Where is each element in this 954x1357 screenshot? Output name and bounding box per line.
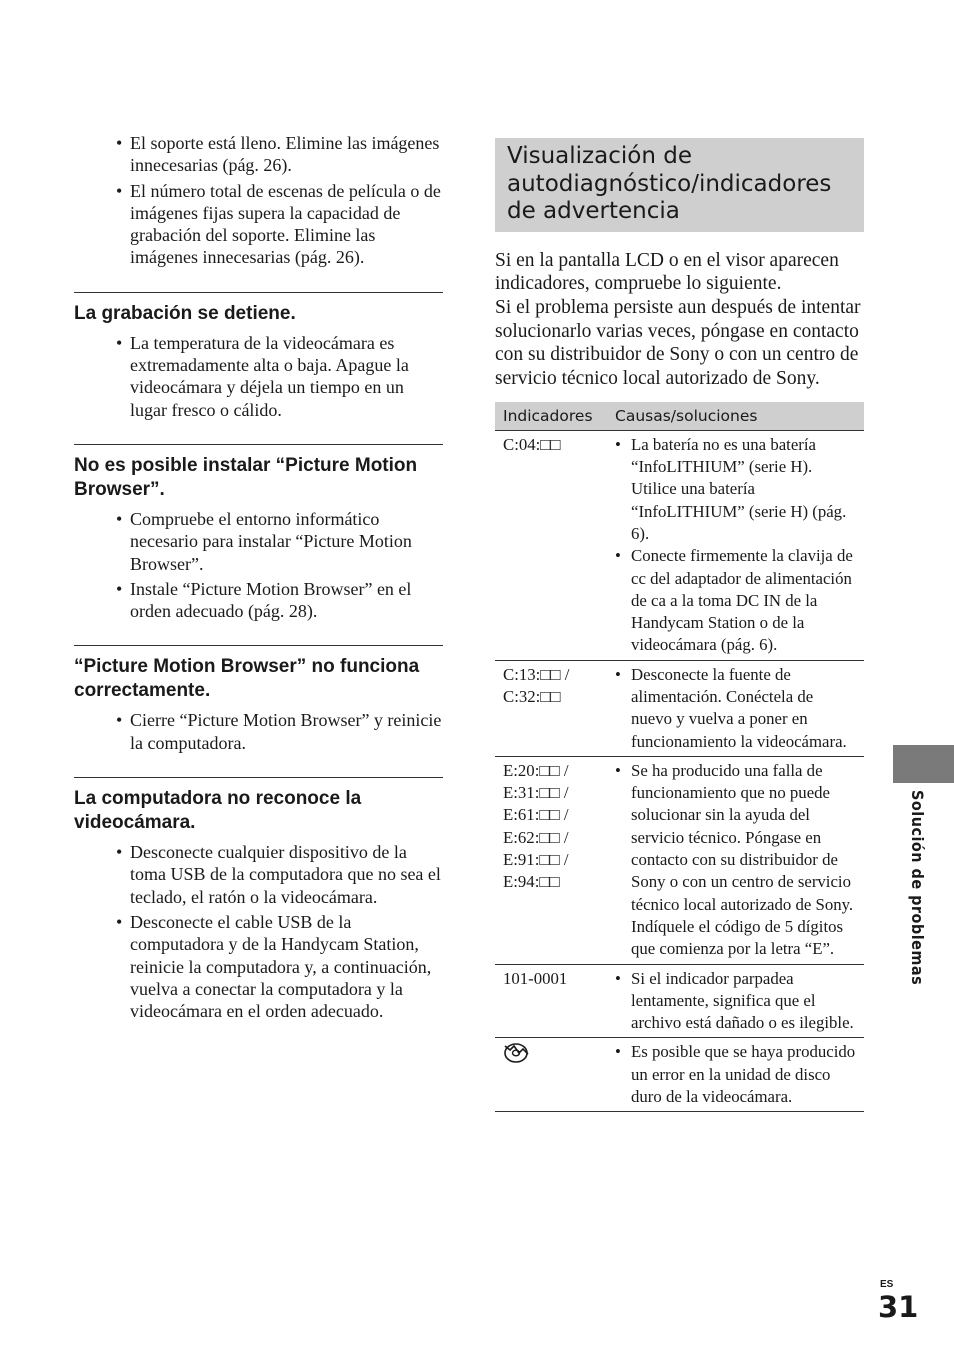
causes-cell <box>607 964 864 1038</box>
indicator-cell <box>495 964 607 1038</box>
indicator-code: E:94:□□ <box>503 872 560 892</box>
list-item: • Es posible que se haya producido un error en la unidad de disco duro de la videocámara. <box>615 1041 856 1108</box>
column-header-indicadores: Indicadores <box>495 402 607 431</box>
section-grabacion <box>74 292 443 421</box>
list-item: • Desconecte la fuente de alimentación. Conéctela de nuevo y vuelva a poner en funcionamiento la videocámara. <box>615 664 856 753</box>
list-item: • Conecte firmemente la clavija de cc del adaptador de alimentación de ca a la toma DC IN de la Handycam Station o de la videocámara (pág. 6). <box>615 545 856 656</box>
list-item: • Se ha producido una falla de funcionamiento que no puede solucionar sin la ayuda del servicio técnico. Póngase en contacto con su distribuidor de Sony o con un centro de servicio técnico local autorizado de Sony. Indíquele el código de 5 dígitos que comienza por la letra “E”. <box>615 760 856 961</box>
list-item: • Desconecte cualquier dispositivo de la toma USB de la computadora que no sea el teclado, el ratón o la videocámara. <box>74 841 443 908</box>
indicator-code: E:61:□□ / <box>503 805 569 825</box>
list-item: • Si el indicador parpadea lentamente, significa que el archivo está dañado o es ilegible. <box>615 968 856 1035</box>
list-item: • El soporte está lleno. Elimine las imágenes innecesarias (pág. 26). <box>74 132 443 177</box>
causes-cell <box>607 430 864 660</box>
table-row <box>495 660 864 756</box>
indicator-code: E:20:□□ / <box>503 760 569 780</box>
indicators-table <box>495 402 864 1113</box>
indicator-code: E:91:□□ / <box>503 850 569 870</box>
top-bullet-list <box>74 132 443 269</box>
right-column <box>495 138 864 1112</box>
list-item: • El número total de escenas de película o de imágenes fijas supera la capacidad de grabación del soporte. Elimine las imágenes innecesarias (pág. 26). <box>74 180 443 269</box>
section-funciona <box>74 645 443 754</box>
list-item: • La batería no es una batería “InfoLITHIUM” (serie H). Utilice una batería “InfoLITHIUM” (serie H) (pág. 6). <box>615 434 856 545</box>
table-row <box>495 1038 864 1112</box>
list-item: • Compruebe el entorno informático necesario para instalar “Picture Motion Browser”. <box>74 508 443 575</box>
indicator-code: 101-0001 <box>503 968 568 988</box>
section-title: “Picture Motion Browser” no funciona correctamente. <box>74 656 420 702</box>
side-tab-marker <box>893 745 954 783</box>
side-tab-text: Solución de problemas <box>908 790 927 986</box>
section-heading: Visualización de autodiagnóstico/indicadores de advertencia <box>507 143 832 224</box>
indicator-cell <box>495 1038 607 1112</box>
list-item: • Desconecte el cable USB de la computadora y de la Handycam Station, reinicie la computadora y, a continuación, vuelva a conectar la computadora y la videocámara en el orden adecuado. <box>74 911 443 1022</box>
table-row <box>495 756 864 964</box>
indicator-code: E:31:□□ / <box>503 783 569 803</box>
intro-paragraph: Si en la pantalla LCD o en el visor aparecen indicadores, compruebe lo siguiente. <box>495 249 839 295</box>
list-item: • Cierre “Picture Motion Browser” y reinicie la computadora. <box>74 709 443 754</box>
section-reconoce <box>74 777 443 1022</box>
section-title: No es posible instalar “Picture Motion Browser”. <box>74 454 418 500</box>
list-item: • Instale “Picture Motion Browser” en el orden adecuado (pág. 28). <box>74 578 443 623</box>
causes-cell <box>607 660 864 756</box>
indicator-code: E:62:□□ / <box>503 827 569 847</box>
indicator-code: C:04:□□ <box>503 434 561 454</box>
page-number: 31 <box>878 1290 919 1324</box>
page-language: ES <box>880 1279 894 1290</box>
section-title: La grabación se detiene. <box>74 302 296 324</box>
causes-cell <box>607 756 864 964</box>
table-row <box>495 430 864 660</box>
side-tab-label <box>905 790 927 995</box>
indicator-code: C:13:□□ / <box>503 664 570 684</box>
indicator-cell <box>495 430 607 660</box>
column-header-causas: Causas/soluciones <box>607 402 864 431</box>
section-heading-banner <box>495 138 864 232</box>
intro-text <box>495 249 864 391</box>
indicator-code: C:32:□□ <box>503 686 561 706</box>
section-title: La computadora no reconoce la videocámara. <box>74 788 362 834</box>
section-instalar <box>74 444 443 622</box>
causes-cell <box>607 1038 864 1112</box>
indicator-cell <box>495 756 607 964</box>
intro-paragraph: Si el problema persiste aun después de intentar solucionarlo varias veces, póngase en contacto con su distribuidor de Sony o con un centro de servicio técnico local autorizado de Sony. <box>495 296 861 390</box>
table-row <box>495 964 864 1038</box>
left-column <box>74 132 443 1025</box>
list-item: • La temperatura de la videocámara es extremadamente alta o baja. Apague la videocámara y déjela un tiempo en un lugar fresco o cálido. <box>74 332 443 421</box>
indicator-cell <box>495 660 607 756</box>
hdd-error-icon <box>503 1050 531 1069</box>
